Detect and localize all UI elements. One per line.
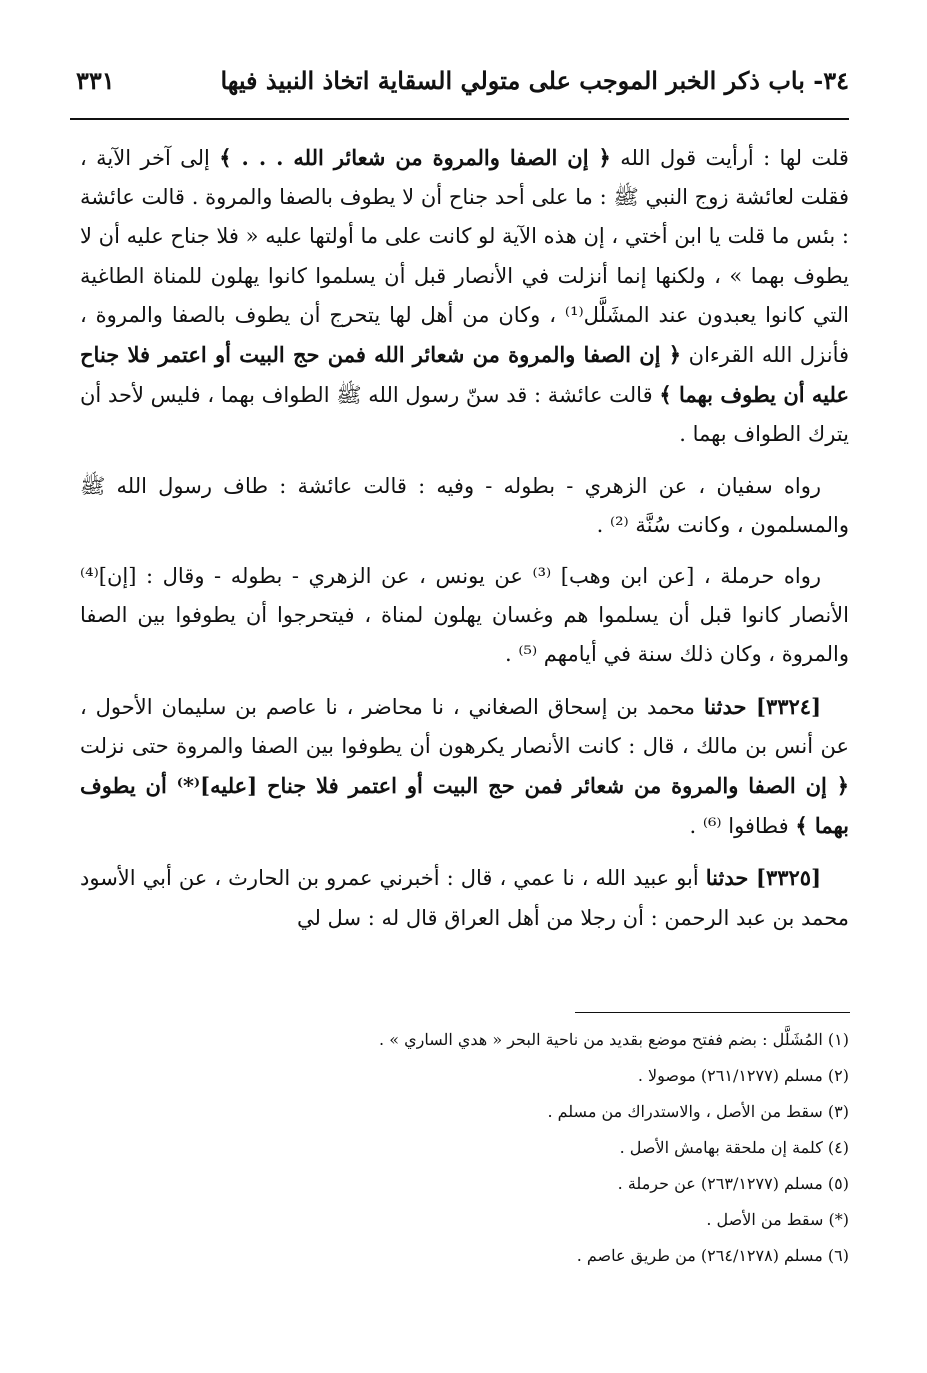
- footnotes: [80, 1022, 849, 1274]
- page-header: [70, 62, 849, 120]
- footnote-separator: [575, 1012, 850, 1013]
- text-segment: محمد بن إسحاق الصغاني ، نا محاضر ، نا عاصم بن سليمان الأحول ، عن أنس بن مالك ، قال : كانت الأنصار يكرهون أن يطوفوا بين الصفا والمروة حتى نزلت: [80, 694, 849, 758]
- text-segment: قالت عائشة : قد سنّ رسول الله ﷺ الطواف بهما ، فليس لأحد أن يترك الطواف بهما .: [80, 383, 849, 447]
- hadith-3325: [80, 858, 849, 937]
- text-segment: فطافوا ⁽⁶⁾ .: [689, 814, 796, 839]
- paragraph: [80, 557, 849, 675]
- text-segment: إلى آخر الآية ، فقلت لعائشة زوج النبي ﷺ : ما على أحد جناح أن لا يطوف بالصفا والمروة . قالت عائشة : بئس ما قلت يا ابن أختي ، إن هذه الآية لو كانت على ما أولتها عليه « فلا جناح عليه أن لا يطوف بهما » ، ولكنها إنما أنزلت في الأنصار قبل أن يسلموا كانوا يهلون للمناة الطاغية التي كانوا يعبدون عند المشَلَّل⁽¹⁾ ، وكان من أهل لها يتحرج أن يطوف بالصفا والمروة ، فأنزل الله القرءان: [80, 146, 850, 368]
- footnote: (١) المُشَلَّل : بضم ففتح موضع بقديد من ناحية البحر « هدي الساري » .: [379, 1030, 849, 1049]
- paragraph: [80, 467, 849, 545]
- quran-quote: ﴿ إن الصفا والمروة من شعائر الله . . . ﴾: [219, 145, 611, 170]
- text-segment: أبو عبيد الله ، نا عمي ، قال : أخبرني عمرو بن الحارث ، عن أبي الأسود محمد بن عبد الرحمن : أن رجلا من أهل العراق قال له : سل لي: [80, 866, 849, 930]
- text-segment: رواه سفيان ، عن الزهري - بطوله - وفيه : قالت عائشة : طاف رسول الله ﷺ والمسلمون ، وكانت سُنَّة ⁽²⁾ .: [80, 473, 849, 537]
- quran-quote: ﴿ إن الصفا والمروة من شعائر الله فمن حج البيت أو اعتمر فلا جناح عليه أن يطوف بهما ﴾: [80, 342, 849, 408]
- quran-quote: ﴿ إن الصفا والمروة من شعائر فمن حج البيت أو اعتمر فلا جناح [عليه]⁽*⁾ أن يطوف بهما ﴾: [80, 773, 849, 839]
- text-segment: رواه حرملة ، [عن ابن وهب] ⁽³⁾ عن يونس ، عن الزهري - بطوله - وقال : [إن]⁽⁴⁾ الأنصار كانوا قبل أن يسلموا هم وغسان يهلون لمناة ، فيتحرجوا أن يطوفوا بين الصفا والمروة ، وكان ذلك سنة في أيامهم ⁽⁵⁾ .: [80, 564, 849, 667]
- footnote: (٤) كلمة إن ملحقة بهامش الأصل .: [619, 1138, 849, 1157]
- hadith-number: [٣٣٢٤] حدثنا: [703, 693, 821, 719]
- hadith-3324: [80, 687, 849, 847]
- footnote: (٦) مسلم (٢٦٤/١٢٧٨) من طريق عاصم .: [576, 1246, 849, 1265]
- footnote: (٥) مسلم (٢٦٣/١٢٧٧) عن حرملة .: [617, 1174, 849, 1193]
- page-number: ٣٣١: [76, 66, 115, 95]
- hadith-number: [٣٣٢٥] حدثنا: [705, 865, 821, 891]
- footnote: (٣) سقط من الأصل ، والاستدراك من مسلم .: [547, 1102, 849, 1121]
- main-text: [80, 138, 849, 938]
- paragraph: [80, 138, 849, 455]
- text-segment: قلت لها : أرأيت قول الله: [610, 146, 849, 170]
- footnote: (٢) مسلم (٢٦١/١٢٧٧) موصولا .: [637, 1066, 849, 1085]
- chapter-title: ٣٤- باب ذكر الخبر الموجب على متولي السقاية اتخاذ النبيذ فيها: [220, 66, 849, 95]
- footnote: (*) سقط من الأصل .: [706, 1210, 849, 1229]
